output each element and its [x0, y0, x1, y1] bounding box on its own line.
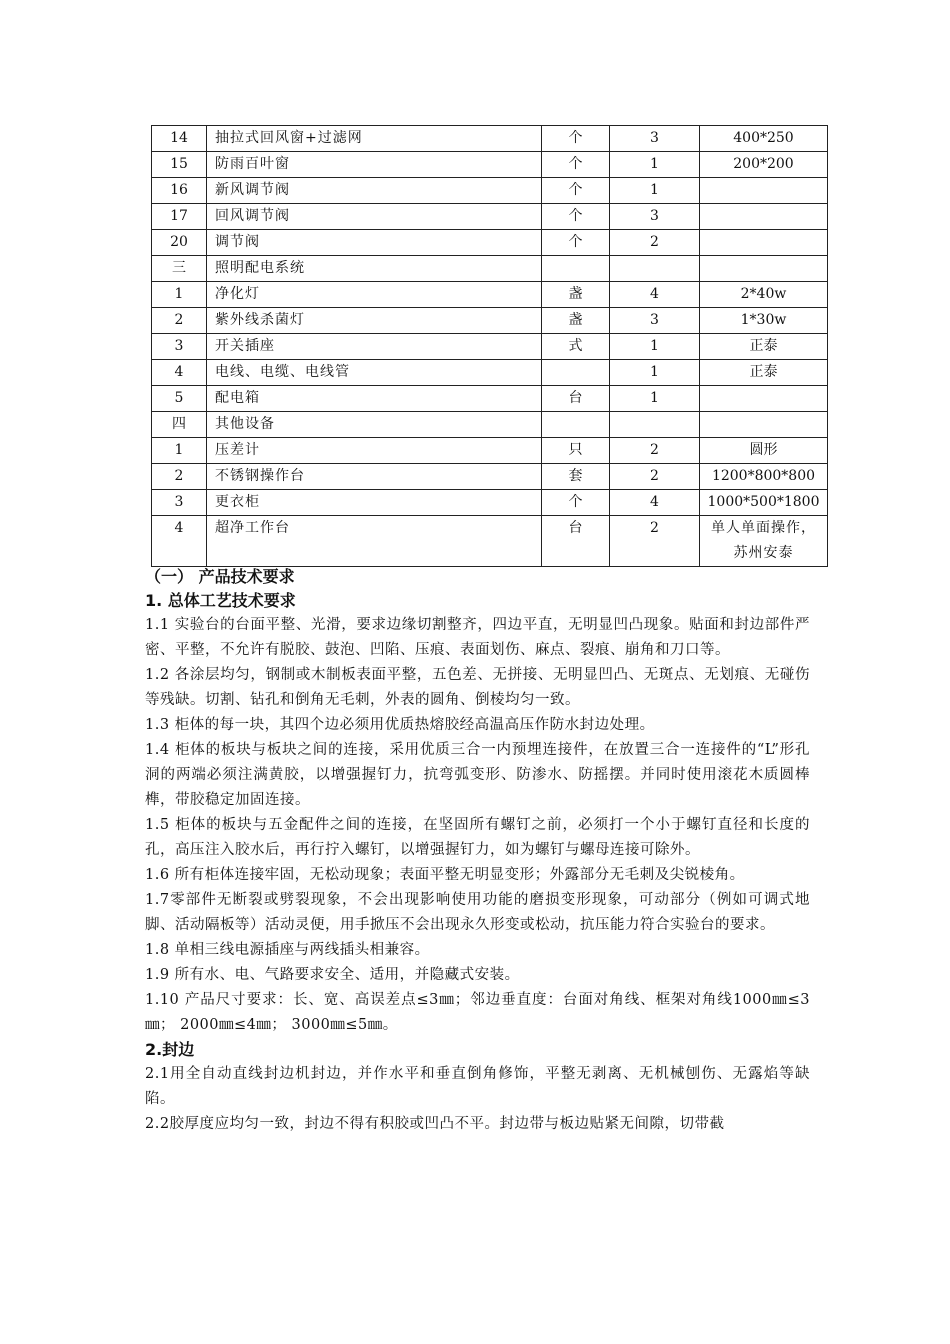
cell-name: 电线、电缆、电线管 [207, 360, 542, 386]
table-row [152, 438, 828, 464]
cell-unit: 套 [542, 464, 610, 490]
table-row [152, 386, 828, 412]
cell-qty: 4 [610, 490, 700, 516]
cell-unit [542, 256, 610, 282]
cell-spec: 1*30w [700, 308, 828, 334]
cell-qty: 3 [610, 204, 700, 230]
cell-qty: 2 [610, 464, 700, 490]
cell-name: 开关插座 [207, 334, 542, 360]
cell-unit: 盏 [542, 282, 610, 308]
cell-name: 抽拉式回风窗+过滤网 [207, 126, 542, 152]
table-row [152, 126, 828, 152]
paragraph: 1.6 所有柜体连接牢固，无松动现象；表面平整无明显变形；外露部分无毛刺及尖锐棱角。 [145, 867, 745, 883]
cell-unit: 只 [542, 438, 610, 464]
cell-qty: 2 [610, 438, 700, 464]
cell-no: 14 [152, 126, 207, 152]
table-row [152, 308, 828, 334]
cell-spec [700, 386, 828, 412]
technical-requirements [145, 565, 810, 1137]
cell-unit: 个 [542, 126, 610, 152]
cell-unit [542, 360, 610, 386]
paragraph: 1.5 柜体的板块与五金配件之间的连接，在坚固所有螺钉之前，必须打一个小于螺钉直径和长度的孔，高压注入胶水后，再行拧入螺钉，以增强握钉力，如为螺钉与螺母连接可除外。 [145, 817, 810, 858]
cell-unit: 盏 [542, 308, 610, 334]
cell-spec: 1200*800*800 [700, 464, 828, 490]
cell-name: 紫外线杀菌灯 [207, 308, 542, 334]
cell-name: 回风调节阀 [207, 204, 542, 230]
table-row [152, 256, 828, 282]
table-row [152, 230, 828, 256]
cell-unit: 个 [542, 490, 610, 516]
cell-no: 3 [152, 490, 207, 516]
cell-spec: 2*40w [700, 282, 828, 308]
equipment-table [151, 125, 828, 567]
cell-qty: 4 [610, 282, 700, 308]
cell-name: 防雨百叶窗 [207, 152, 542, 178]
cell-qty [610, 256, 700, 282]
cell-qty: 2 [610, 516, 700, 567]
cell-spec [700, 178, 828, 204]
cell-unit: 个 [542, 230, 610, 256]
cell-spec: 1000*500*1800 [700, 490, 828, 516]
subsection-heading: 2.封边 [145, 1040, 195, 1059]
cell-name: 照明配电系统 [207, 256, 542, 282]
table-row [152, 360, 828, 386]
cell-unit: 台 [542, 386, 610, 412]
table-row [152, 282, 828, 308]
cell-no: 16 [152, 178, 207, 204]
cell-name: 压差计 [207, 438, 542, 464]
cell-no: 17 [152, 204, 207, 230]
cell-no: 20 [152, 230, 207, 256]
cell-qty: 3 [610, 308, 700, 334]
cell-unit: 式 [542, 334, 610, 360]
paragraph: 1.7零部件无断裂或劈裂现象，不会出现影响使用功能的磨损变形现象，可动部分（例如可调式地脚、活动隔板等）活动灵便，用手掀压不会出现永久形变或松动，抗压能力符合实验台的要求。 [145, 892, 810, 933]
cell-spec: 正泰 [700, 334, 828, 360]
table-row [152, 334, 828, 360]
paragraph: 1.10 产品尺寸要求：长、宽、高误差点≤3㎜；邻边垂直度：台面对角线、框架对角线1000㎜≤3㎜； 2000㎜≤4㎜； 3000㎜≤5㎜。 [145, 992, 810, 1033]
section-heading: （一） 产品技术要求 [145, 567, 295, 586]
cell-spec [700, 230, 828, 256]
cell-unit: 个 [542, 178, 610, 204]
cell-no: 2 [152, 464, 207, 490]
cell-no: 4 [152, 516, 207, 567]
cell-spec: 400*250 [700, 126, 828, 152]
cell-unit: 台 [542, 516, 610, 567]
cell-spec: 200*200 [700, 152, 828, 178]
table-row [152, 152, 828, 178]
cell-spec [700, 256, 828, 282]
table-row [152, 464, 828, 490]
paragraph: 1.4 柜体的板块与板块之间的连接，采用优质三合一内预埋连接件，在放置三合一连接件的“L”形孔洞的两端必须注满黄胶，以增强握钉力，抗弯弧变形、防渗水、防摇摆。并同时使用滚花木质圆棒榫，带胶稳定加固连接。 [145, 742, 810, 808]
table-row [152, 178, 828, 204]
subsection-heading: 1. 总体工艺技术要求 [145, 591, 296, 610]
cell-name: 新风调节阀 [207, 178, 542, 204]
cell-qty: 2 [610, 230, 700, 256]
cell-no: 4 [152, 360, 207, 386]
cell-qty: 1 [610, 334, 700, 360]
cell-name: 调节阀 [207, 230, 542, 256]
table-row [152, 516, 828, 567]
cell-no: 四 [152, 412, 207, 438]
cell-name: 不锈钢操作台 [207, 464, 542, 490]
cell-name: 配电箱 [207, 386, 542, 412]
cell-spec: 单人单面操作，苏州安泰 [700, 516, 828, 567]
table-row [152, 490, 828, 516]
cell-name: 净化灯 [207, 282, 542, 308]
cell-spec: 正泰 [700, 360, 828, 386]
cell-name: 超净工作台 [207, 516, 542, 567]
paragraph: 1.9 所有水、电、气路要求安全、适用，并隐藏式安装。 [145, 967, 520, 983]
cell-spec [700, 204, 828, 230]
cell-qty: 3 [610, 126, 700, 152]
cell-no: 15 [152, 152, 207, 178]
cell-no: 2 [152, 308, 207, 334]
cell-no: 3 [152, 334, 207, 360]
cell-qty: 1 [610, 152, 700, 178]
paragraph: 1.3 柜体的每一块，其四个边必须用优质热熔胶经高温高压作防水封边处理。 [145, 717, 655, 733]
cell-qty [610, 412, 700, 438]
cell-unit: 个 [542, 152, 610, 178]
cell-unit: 个 [542, 204, 610, 230]
cell-no: 三 [152, 256, 207, 282]
cell-qty: 1 [610, 178, 700, 204]
table-row [152, 412, 828, 438]
cell-no: 5 [152, 386, 207, 412]
cell-name: 更衣柜 [207, 490, 542, 516]
table-row [152, 204, 828, 230]
paragraph: 1.1 实验台的台面平整、光滑，要求边缘切割整齐，四边平直，无明显凹凸现象。贴面和封边部件严密、平整，不允许有脱胶、鼓泡、凹陷、压痕、表面划伤、麻点、裂痕、崩角和刀口等。 [145, 617, 810, 658]
cell-no: 1 [152, 282, 207, 308]
paragraph: 1.8 单相三线电源插座与两线插头相兼容。 [145, 942, 430, 958]
paragraph: 2.2胶厚度应均匀一致，封边不得有积胶或凹凸不平。封边带与板边贴紧无间隙，切带截 [145, 1116, 725, 1132]
cell-unit [542, 412, 610, 438]
cell-spec [700, 412, 828, 438]
paragraph: 1.2 各涂层均匀，钢制或木制板表面平整，五色差、无拼接、无明显凹凸、无斑点、无划痕、无碰伤等残缺。切割、钻孔和倒角无毛刺，外表的圆角、倒棱均匀一致。 [145, 667, 810, 708]
cell-no: 1 [152, 438, 207, 464]
cell-name: 其他设备 [207, 412, 542, 438]
cell-qty: 1 [610, 360, 700, 386]
paragraph: 2.1用全自动直线封边机封边，并作水平和垂直倒角修饰，平整无剥离、无机械刨伤、无露焰等缺陷。 [145, 1066, 810, 1107]
cell-qty: 1 [610, 386, 700, 412]
cell-spec: 圆形 [700, 438, 828, 464]
